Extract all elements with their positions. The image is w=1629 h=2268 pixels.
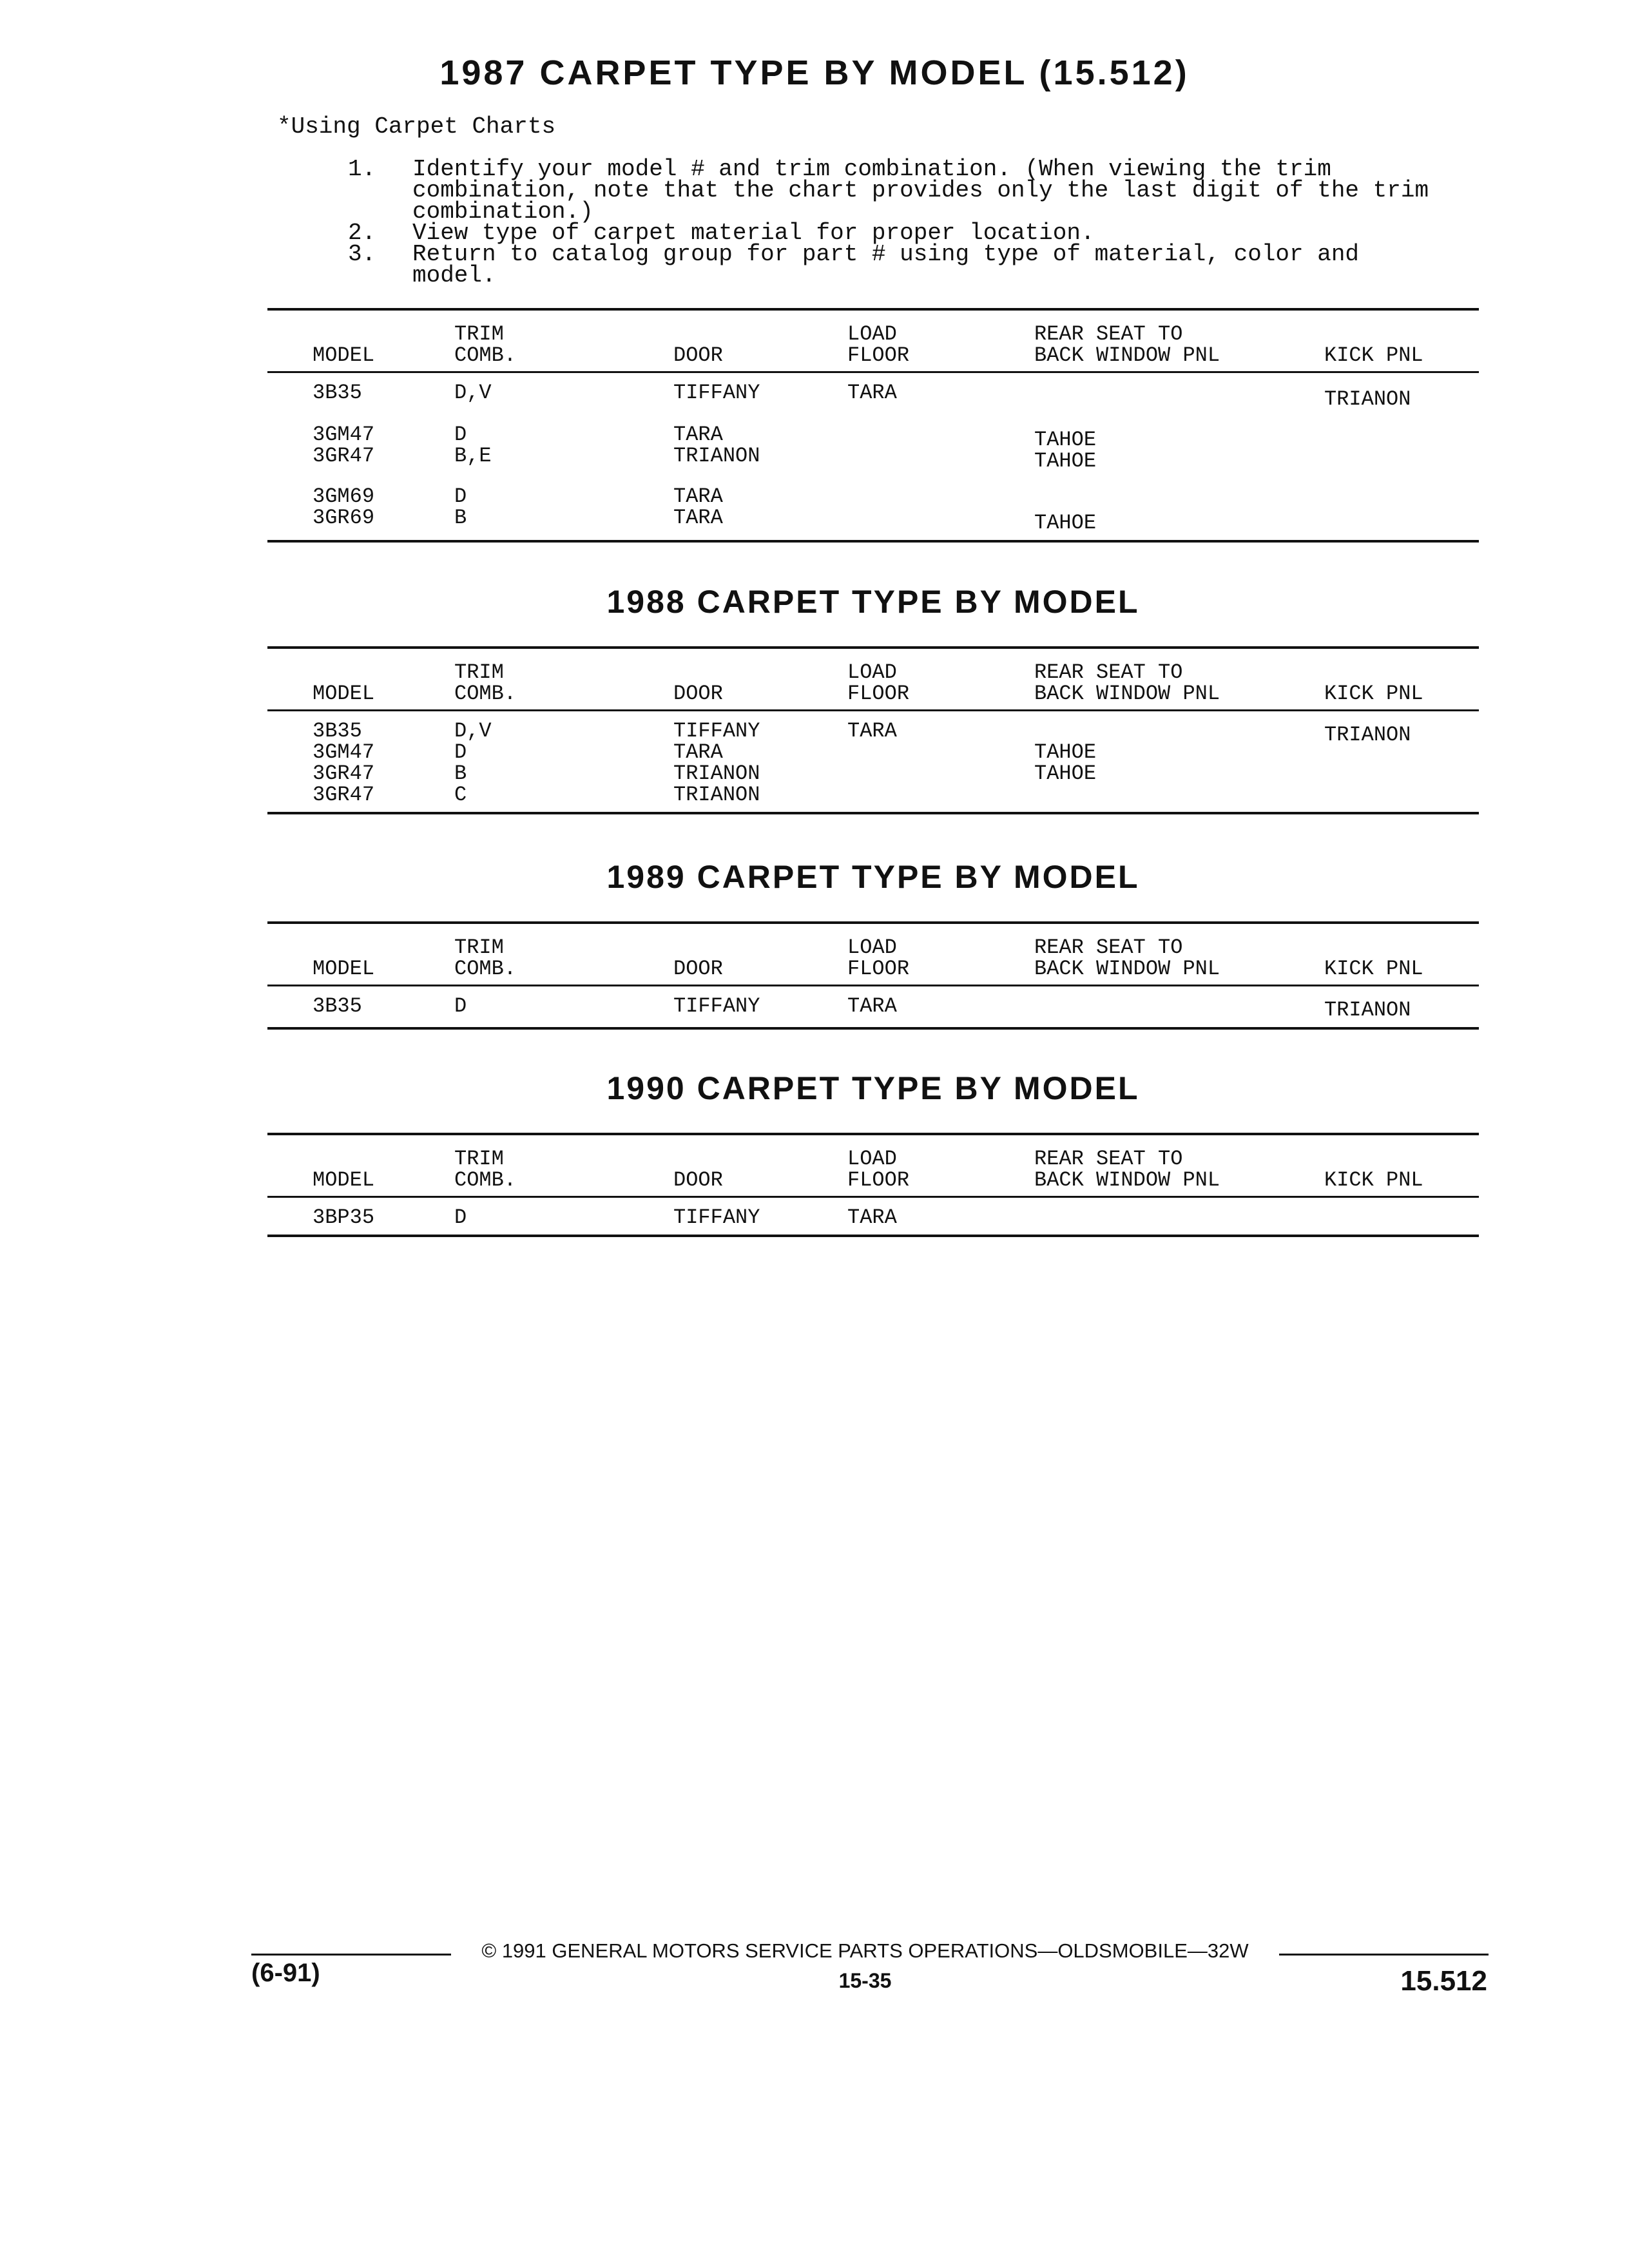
header-model: MODEL	[313, 682, 375, 706]
step-text: Identify your model # and trim combination. (When viewing the trim combination, note that the chart provides only the last digit of the trim combination.)	[412, 156, 1429, 225]
step-number: 3.	[348, 241, 376, 267]
header-door: DOOR	[673, 957, 723, 981]
cell-trim: D B	[454, 485, 467, 530]
header-kick-pnl: KICK PNL	[1324, 957, 1423, 981]
table-body	[267, 416, 1479, 478]
step-text: View type of carpet material for proper location.	[412, 220, 1095, 246]
header-rear-seat: REAR SEAT TO BACK WINDOW PNL	[1034, 1147, 1220, 1192]
table-bottom-rule	[267, 1235, 1479, 1237]
cell-door: TIFFANY	[673, 994, 760, 1018]
cell-trim: D,V	[454, 381, 492, 405]
section-title: 1989 CARPET TYPE BY MODEL	[606, 859, 1140, 895]
header-load-floor: LOAD FLOOR	[847, 936, 910, 981]
table-bottom-rule	[267, 1027, 1479, 1030]
header-kick-pnl: KICK PNL	[1324, 343, 1423, 367]
header-trim-comb: TRIM COMB.	[454, 660, 517, 706]
cell-kick	[1286, 486, 1479, 533]
step-number: 1.	[348, 156, 376, 182]
carpet-table-1989	[267, 858, 1479, 1030]
header-trim-comb: TRIM COMB.	[454, 322, 517, 367]
cell-kick: TRIANON	[1324, 998, 1411, 1022]
cell-trim: D	[454, 994, 467, 1018]
page-title: 1987 CARPET TYPE BY MODEL (15.512)	[439, 53, 1190, 92]
table-header	[267, 649, 1479, 709]
cell-load	[809, 424, 996, 472]
header-model: MODEL	[313, 1168, 375, 1192]
cell-model: 3GM69 3GR69	[313, 485, 375, 530]
header-rear-seat: REAR SEAT TO BACK WINDOW PNL	[1034, 660, 1220, 706]
cell-rear	[996, 1207, 1286, 1228]
table-body	[267, 478, 1479, 540]
cell-rear	[996, 382, 1286, 410]
cell-load: TARA	[847, 1206, 897, 1229]
header-door: DOOR	[673, 682, 723, 706]
header-kick-pnl: KICK PNL	[1324, 1168, 1423, 1192]
cell-rear	[996, 995, 1286, 1021]
section-title: 1988 CARPET TYPE BY MODEL	[606, 584, 1140, 620]
table-body	[267, 711, 1479, 812]
footer-date: (6-91)	[251, 1959, 320, 1987]
cell-kick	[1286, 424, 1479, 472]
cell-rear: TAHOE TAHOE	[1034, 740, 1097, 785]
footer-rule	[1279, 1954, 1489, 1956]
cell-trim: D B,E	[454, 423, 492, 468]
header-door: DOOR	[673, 343, 723, 367]
cell-model: 3B35	[313, 994, 362, 1018]
cell-kick: TRIANON	[1324, 387, 1411, 411]
cell-load: TARA	[847, 381, 897, 405]
table-header	[267, 311, 1479, 371]
intro-text: *Using Carpet Charts	[277, 113, 556, 140]
instruction-step	[348, 156, 1456, 225]
table-body	[267, 1198, 1479, 1235]
carpet-table-1987	[267, 308, 1479, 543]
header-load-floor: LOAD FLOOR	[847, 1147, 910, 1192]
table-body	[267, 986, 1479, 1027]
header-trim-comb: TRIM COMB.	[454, 936, 517, 981]
cell-model: 3B35	[313, 381, 362, 405]
header-load-floor: LOAD FLOOR	[847, 660, 910, 706]
cell-load: TARA	[847, 994, 897, 1018]
cell-door: TIFFANY	[673, 381, 760, 405]
table-header	[267, 1135, 1479, 1196]
footer-section-code: 15.512	[1400, 1965, 1487, 1997]
cell-door: TIFFANY TARA TRIANON TRIANON	[673, 719, 760, 807]
cell-trim: D,V D B C	[454, 719, 492, 807]
table-header	[267, 924, 1479, 985]
cell-model: 3GM47 3GR47	[313, 423, 375, 468]
header-door: DOOR	[673, 1168, 723, 1192]
section-title: 1990 CARPET TYPE BY MODEL	[606, 1070, 1140, 1106]
header-model: MODEL	[313, 957, 375, 981]
cell-door: TIFFANY	[673, 1206, 760, 1229]
cell-rear: TAHOE	[1034, 511, 1097, 535]
footer-copyright: © 1991 GENERAL MOTORS SERVICE PARTS OPERATIONS—OLDSMOBILE—32W	[481, 1939, 1249, 1962]
cell-rear: TAHOE TAHOE	[1034, 428, 1097, 473]
cell-load: TARA	[847, 719, 897, 743]
table-bottom-rule	[267, 540, 1479, 543]
header-model: MODEL	[313, 343, 375, 367]
carpet-table-1988	[267, 583, 1479, 814]
cell-load	[809, 486, 996, 533]
header-kick-pnl: KICK PNL	[1324, 682, 1423, 706]
cell-kick	[1286, 1207, 1479, 1228]
cell-model: 3BP35	[313, 1206, 375, 1229]
header-rear-seat: REAR SEAT TO BACK WINDOW PNL	[1034, 936, 1220, 981]
footer-page-number: 15-35	[838, 1969, 892, 1992]
instruction-step	[348, 241, 1456, 289]
header-load-floor: LOAD FLOOR	[847, 322, 910, 367]
footer-rule	[251, 1954, 451, 1956]
cell-trim: D	[454, 1206, 467, 1229]
cell-model: 3B35 3GM47 3GR47 3GR47	[313, 719, 375, 807]
table-bottom-rule	[267, 812, 1479, 814]
header-trim-comb: TRIM COMB.	[454, 1147, 517, 1192]
carpet-table-1990	[267, 1070, 1479, 1237]
table-body	[267, 373, 1479, 416]
cell-door: TARA TRIANON	[673, 423, 760, 468]
cell-door: TARA TARA	[673, 485, 723, 530]
header-rear-seat: REAR SEAT TO BACK WINDOW PNL	[1034, 322, 1220, 367]
step-number: 2.	[348, 220, 376, 246]
instruction-list	[348, 156, 1456, 289]
cell-kick: TRIANON	[1324, 723, 1411, 747]
step-text: Return to catalog group for part # using type of material, color and model.	[412, 241, 1360, 289]
